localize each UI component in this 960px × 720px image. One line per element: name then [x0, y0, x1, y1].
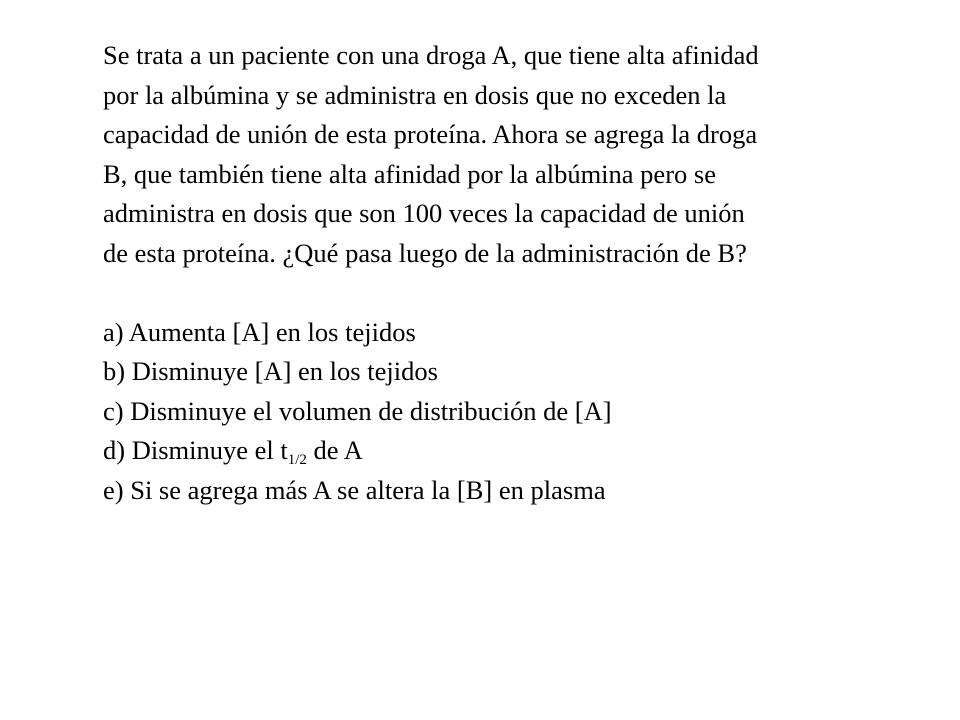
option-b: b) Disminuye [A] en los tejidos	[103, 356, 438, 386]
answer-options	[103, 313, 923, 511]
blank-line	[103, 273, 923, 313]
option-e: e) Si se agrega más A se altera la [B] en plasma	[103, 474, 606, 505]
question-line-1: Se trata a un paciente con una droga A, que tiene alta afinidad	[103, 40, 759, 70]
question-line-2: por la albúmina y se administra en dosis que no exceden la	[103, 79, 727, 110]
question-line-6: de esta proteína. ¿Qué pasa luego de la administración de B?	[103, 237, 747, 268]
question-line-3: capacidad de unión de esta proteína. Ahora se agrega la droga	[103, 119, 758, 149]
option-d	[103, 431, 923, 471]
option-a: a) Aumenta [A] en los tejidos	[103, 316, 416, 347]
option-d-prefix: d) Disminuye el t	[103, 435, 288, 465]
question-text	[103, 36, 923, 273]
option-d-suffix: de A	[306, 435, 363, 465]
question-line-4: B, que también tiene alta afinidad por la albúmina pero se	[103, 158, 716, 189]
option-d-subscript: 1/2	[287, 452, 307, 468]
question-line-5: administra en dosis que son 100 veces la capacidad de unión	[103, 198, 745, 228]
slide-content	[103, 36, 923, 510]
option-c: c) Disminuye el volumen de distribución de [A]	[103, 395, 612, 426]
